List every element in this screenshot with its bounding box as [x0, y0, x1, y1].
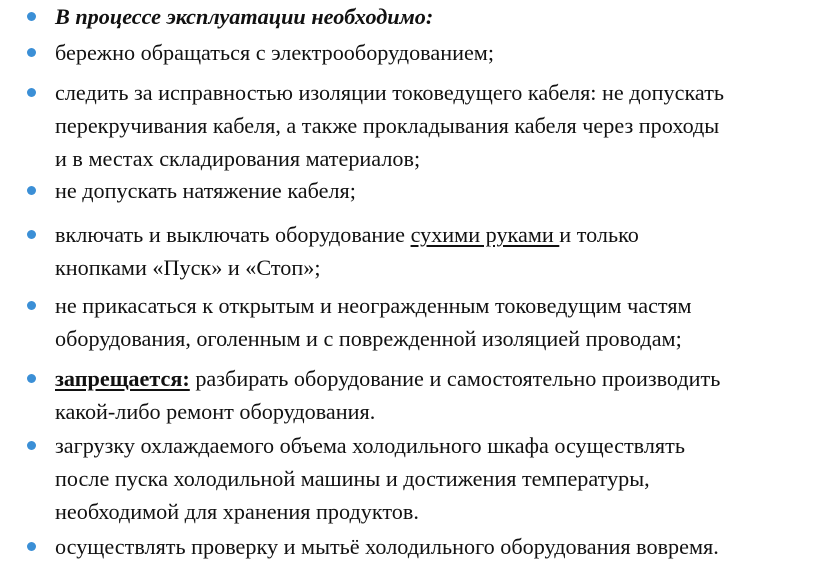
list-item-text: необходимой для хранения продуктов. — [55, 499, 419, 524]
list-item-text: бережно обращаться с электрооборудованием; — [55, 40, 494, 65]
bullet-dot-icon — [27, 186, 36, 195]
list-item-text: оборудования, оголенным и с поврежденной изоляцией проводам; — [55, 326, 682, 351]
bullet-dot-icon — [27, 374, 36, 383]
list-item-text: осуществлять проверку и мытьё холодильного оборудования вовремя. — [55, 534, 719, 559]
list-item-text: после пуска холодильной машины и достижения температуры, — [55, 466, 650, 491]
bullet-dot-icon — [27, 230, 36, 239]
text-segment: включать и выключать оборудование — [55, 222, 411, 247]
bullet-dot-icon — [27, 542, 36, 551]
list-item-text: следить за исправностью изоляции токоведущего кабеля: не допускать — [55, 80, 725, 105]
bullet-dot-icon — [27, 12, 36, 21]
bullet-dot-icon — [27, 301, 36, 310]
list-item-text — [55, 362, 720, 396]
bullet-dot-icon — [27, 48, 36, 57]
list-item-text: не прикасаться к открытым и неогражденным токоведущим частям — [55, 293, 692, 318]
underlined-text: сухими руками — [410, 222, 560, 247]
list-item-text: не допускать натяжение кабеля; — [55, 178, 356, 203]
list-item-text: загрузку охлаждаемого объема холодильного шкафа осуществлять — [55, 433, 685, 458]
list-item-text: и в местах складирования материалов; — [55, 146, 421, 171]
list-item-text — [55, 218, 639, 252]
list-item-text: кнопками «Пуск» и «Стоп»; — [55, 255, 321, 280]
list-item-text: перекручивания кабеля, а также прокладывания кабеля через проходы — [55, 113, 720, 138]
text-segment: разбирать оборудование и самостоятельно производить — [189, 366, 721, 391]
prohibition-label: запрещается: — [55, 366, 190, 391]
list-item-text: какой-либо ремонт оборудования. — [55, 399, 376, 424]
bullet-dot-icon — [27, 88, 36, 97]
bullet-dot-icon — [27, 441, 36, 450]
list-heading: В процессе эксплуатации необходимо: — [55, 4, 434, 29]
text-segment: и только — [559, 222, 639, 247]
